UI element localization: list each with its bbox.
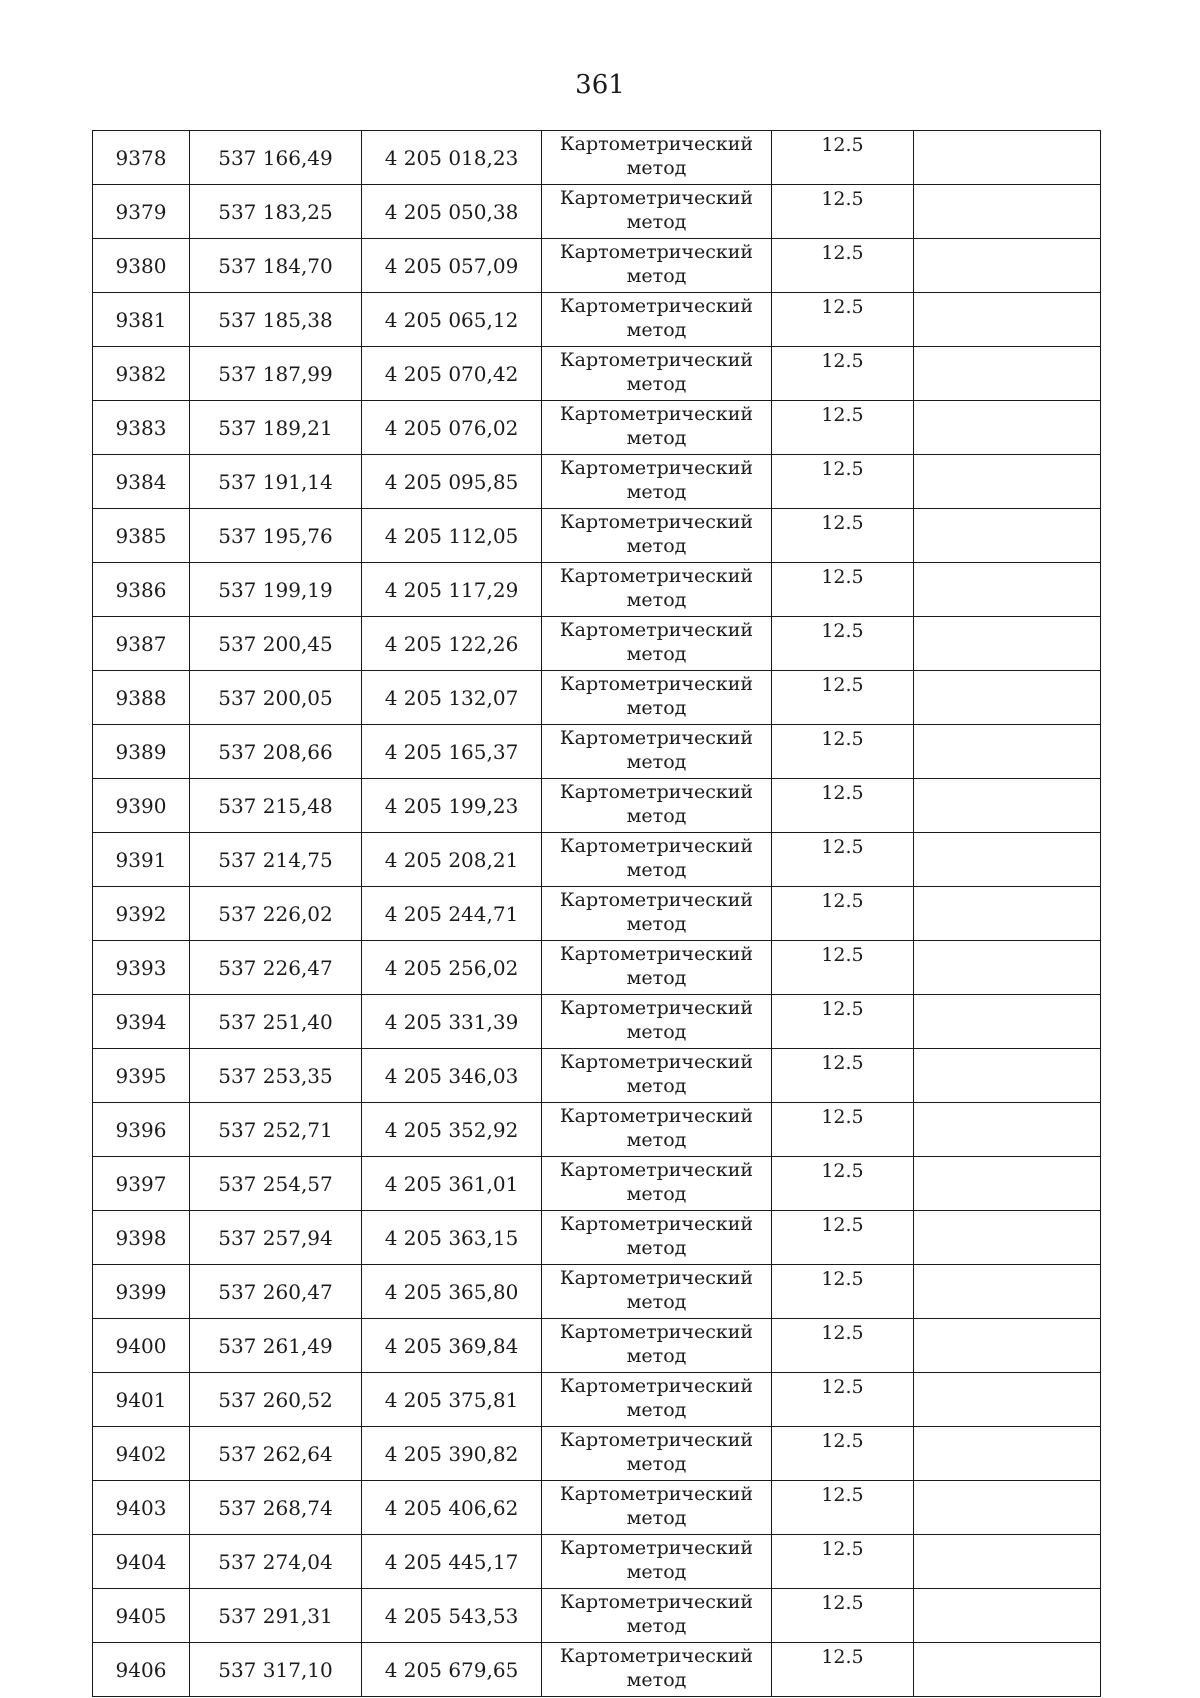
x-coordinate-cell: 537 291,31 xyxy=(190,1589,362,1643)
method-cell xyxy=(542,131,772,185)
note-cell xyxy=(914,509,1101,563)
method-line2: метод xyxy=(626,1021,687,1043)
accuracy-cell: 12.5 xyxy=(772,347,914,401)
method-cell xyxy=(542,509,772,563)
y-coordinate-cell: 4 205 050,38 xyxy=(362,185,542,239)
method-cell xyxy=(542,1049,772,1103)
point-number-cell: 9403 xyxy=(93,1481,190,1535)
method-line2: метод xyxy=(626,1129,687,1151)
point-number-cell: 9388 xyxy=(93,671,190,725)
x-coordinate-cell: 537 257,94 xyxy=(190,1211,362,1265)
method-cell xyxy=(542,455,772,509)
method-line2: метод xyxy=(626,211,687,233)
x-coordinate-cell: 537 189,21 xyxy=(190,401,362,455)
method-line1: Картометрический xyxy=(559,1105,754,1127)
x-coordinate-cell: 537 187,99 xyxy=(190,347,362,401)
accuracy-cell: 12.5 xyxy=(772,617,914,671)
accuracy-cell: 12.5 xyxy=(772,779,914,833)
y-coordinate-cell: 4 205 390,82 xyxy=(362,1427,542,1481)
note-cell xyxy=(914,1211,1101,1265)
y-coordinate-cell: 4 205 018,23 xyxy=(362,131,542,185)
table-row xyxy=(93,1589,1101,1643)
x-coordinate-cell: 537 262,64 xyxy=(190,1427,362,1481)
accuracy-cell: 12.5 xyxy=(772,131,914,185)
note-cell xyxy=(914,833,1101,887)
point-number-cell: 9406 xyxy=(93,1643,190,1697)
table-row xyxy=(93,1481,1101,1535)
method-line2: метод xyxy=(626,1669,687,1691)
point-number-cell: 9389 xyxy=(93,725,190,779)
method-cell xyxy=(542,293,772,347)
note-cell xyxy=(914,239,1101,293)
table-row xyxy=(93,455,1101,509)
note-cell xyxy=(914,1481,1101,1535)
accuracy-cell: 12.5 xyxy=(772,671,914,725)
table-row xyxy=(93,131,1101,185)
point-number-cell: 9401 xyxy=(93,1373,190,1427)
x-coordinate-cell: 537 199,19 xyxy=(190,563,362,617)
accuracy-cell: 12.5 xyxy=(772,1589,914,1643)
accuracy-cell: 12.5 xyxy=(772,995,914,1049)
method-line2: метод xyxy=(626,1615,687,1637)
point-number-cell: 9390 xyxy=(93,779,190,833)
coordinates-table-body xyxy=(93,131,1101,1697)
x-coordinate-cell: 537 251,40 xyxy=(190,995,362,1049)
note-cell xyxy=(914,455,1101,509)
accuracy-cell: 12.5 xyxy=(772,401,914,455)
x-coordinate-cell: 537 317,10 xyxy=(190,1643,362,1697)
point-number-cell: 9380 xyxy=(93,239,190,293)
method-cell xyxy=(542,941,772,995)
method-line2: метод xyxy=(626,157,687,179)
method-line2: метод xyxy=(626,1291,687,1313)
y-coordinate-cell: 4 205 445,17 xyxy=(362,1535,542,1589)
method-line2: метод xyxy=(626,373,687,395)
x-coordinate-cell: 537 191,14 xyxy=(190,455,362,509)
note-cell xyxy=(914,671,1101,725)
accuracy-cell: 12.5 xyxy=(772,887,914,941)
accuracy-cell: 12.5 xyxy=(772,1427,914,1481)
table-row xyxy=(93,671,1101,725)
method-line2: метод xyxy=(626,643,687,665)
x-coordinate-cell: 537 185,38 xyxy=(190,293,362,347)
x-coordinate-cell: 537 261,49 xyxy=(190,1319,362,1373)
method-cell xyxy=(542,671,772,725)
accuracy-cell: 12.5 xyxy=(772,1157,914,1211)
method-cell xyxy=(542,347,772,401)
x-coordinate-cell: 537 184,70 xyxy=(190,239,362,293)
x-coordinate-cell: 537 253,35 xyxy=(190,1049,362,1103)
method-line2: метод xyxy=(626,481,687,503)
method-line1: Картометрический xyxy=(559,1051,754,1073)
table-row xyxy=(93,1211,1101,1265)
method-cell xyxy=(542,779,772,833)
y-coordinate-cell: 4 205 331,39 xyxy=(362,995,542,1049)
accuracy-cell: 12.5 xyxy=(772,1643,914,1697)
y-coordinate-cell: 4 205 543,53 xyxy=(362,1589,542,1643)
note-cell xyxy=(914,1373,1101,1427)
table-row xyxy=(93,347,1101,401)
y-coordinate-cell: 4 205 256,02 xyxy=(362,941,542,995)
page-number: 361 xyxy=(575,70,625,100)
method-cell xyxy=(542,1427,772,1481)
note-cell xyxy=(914,617,1101,671)
method-cell xyxy=(542,401,772,455)
table-row xyxy=(93,1157,1101,1211)
y-coordinate-cell: 4 205 244,71 xyxy=(362,887,542,941)
accuracy-cell: 12.5 xyxy=(772,725,914,779)
table-row xyxy=(93,941,1101,995)
accuracy-cell: 12.5 xyxy=(772,1103,914,1157)
method-line2: метод xyxy=(626,265,687,287)
x-coordinate-cell: 537 274,04 xyxy=(190,1535,362,1589)
x-coordinate-cell: 537 252,71 xyxy=(190,1103,362,1157)
y-coordinate-cell: 4 205 346,03 xyxy=(362,1049,542,1103)
method-cell xyxy=(542,725,772,779)
method-cell xyxy=(542,1319,772,1373)
note-cell xyxy=(914,401,1101,455)
point-number-cell: 9404 xyxy=(93,1535,190,1589)
point-number-cell: 9397 xyxy=(93,1157,190,1211)
method-cell xyxy=(542,239,772,293)
method-line2: метод xyxy=(626,1075,687,1097)
x-coordinate-cell: 537 260,52 xyxy=(190,1373,362,1427)
method-cell xyxy=(542,887,772,941)
method-line1: Картометрический xyxy=(559,295,754,317)
table-row xyxy=(93,185,1101,239)
point-number-cell: 9402 xyxy=(93,1427,190,1481)
point-number-cell: 9405 xyxy=(93,1589,190,1643)
note-cell xyxy=(914,1049,1101,1103)
y-coordinate-cell: 4 205 112,05 xyxy=(362,509,542,563)
y-coordinate-cell: 4 205 369,84 xyxy=(362,1319,542,1373)
table-row xyxy=(93,833,1101,887)
method-cell xyxy=(542,617,772,671)
method-line1: Картометрический xyxy=(559,349,754,371)
table-row xyxy=(93,1427,1101,1481)
method-cell xyxy=(542,1157,772,1211)
method-line2: метод xyxy=(626,1507,687,1529)
y-coordinate-cell: 4 205 199,23 xyxy=(362,779,542,833)
y-coordinate-cell: 4 205 076,02 xyxy=(362,401,542,455)
x-coordinate-cell: 537 214,75 xyxy=(190,833,362,887)
method-line2: метод xyxy=(626,319,687,341)
point-number-cell: 9391 xyxy=(93,833,190,887)
y-coordinate-cell: 4 205 363,15 xyxy=(362,1211,542,1265)
method-line2: метод xyxy=(626,1453,687,1475)
table-row xyxy=(93,1643,1101,1697)
note-cell xyxy=(914,293,1101,347)
y-coordinate-cell: 4 205 375,81 xyxy=(362,1373,542,1427)
method-line1: Картометрический xyxy=(559,241,754,263)
x-coordinate-cell: 537 200,05 xyxy=(190,671,362,725)
table-row xyxy=(93,779,1101,833)
method-line1: Картометрический xyxy=(559,403,754,425)
point-number-cell: 9398 xyxy=(93,1211,190,1265)
point-number-cell: 9383 xyxy=(93,401,190,455)
x-coordinate-cell: 537 208,66 xyxy=(190,725,362,779)
x-coordinate-cell: 537 200,45 xyxy=(190,617,362,671)
method-line1: Картометрический xyxy=(559,1213,754,1235)
table-row xyxy=(93,239,1101,293)
point-number-cell: 9382 xyxy=(93,347,190,401)
note-cell xyxy=(914,995,1101,1049)
method-line2: метод xyxy=(626,859,687,881)
y-coordinate-cell: 4 205 057,09 xyxy=(362,239,542,293)
note-cell xyxy=(914,1103,1101,1157)
x-coordinate-cell: 537 254,57 xyxy=(190,1157,362,1211)
note-cell xyxy=(914,1157,1101,1211)
method-line1: Картометрический xyxy=(559,1537,754,1559)
point-number-cell: 9400 xyxy=(93,1319,190,1373)
y-coordinate-cell: 4 205 070,42 xyxy=(362,347,542,401)
coordinates-table xyxy=(92,130,1101,1697)
y-coordinate-cell: 4 205 406,62 xyxy=(362,1481,542,1535)
method-line1: Картометрический xyxy=(559,133,754,155)
y-coordinate-cell: 4 205 679,65 xyxy=(362,1643,542,1697)
y-coordinate-cell: 4 205 122,26 xyxy=(362,617,542,671)
x-coordinate-cell: 537 183,25 xyxy=(190,185,362,239)
note-cell xyxy=(914,1535,1101,1589)
point-number-cell: 9381 xyxy=(93,293,190,347)
method-line2: метод xyxy=(626,751,687,773)
accuracy-cell: 12.5 xyxy=(772,941,914,995)
method-line1: Картометрический xyxy=(559,727,754,749)
point-number-cell: 9395 xyxy=(93,1049,190,1103)
method-line2: метод xyxy=(626,589,687,611)
method-line1: Картометрический xyxy=(559,835,754,857)
note-cell xyxy=(914,347,1101,401)
note-cell xyxy=(914,725,1101,779)
x-coordinate-cell: 537 226,02 xyxy=(190,887,362,941)
note-cell xyxy=(914,1589,1101,1643)
accuracy-cell: 12.5 xyxy=(772,1265,914,1319)
point-number-cell: 9386 xyxy=(93,563,190,617)
point-number-cell: 9384 xyxy=(93,455,190,509)
method-line2: метод xyxy=(626,805,687,827)
x-coordinate-cell: 537 195,76 xyxy=(190,509,362,563)
accuracy-cell: 12.5 xyxy=(772,1535,914,1589)
accuracy-cell: 12.5 xyxy=(772,563,914,617)
method-line1: Картометрический xyxy=(559,997,754,1019)
method-line1: Картометрический xyxy=(559,187,754,209)
method-line1: Картометрический xyxy=(559,1159,754,1181)
table-row xyxy=(93,617,1101,671)
method-cell xyxy=(542,185,772,239)
method-line1: Картометрический xyxy=(559,1591,754,1613)
y-coordinate-cell: 4 205 132,07 xyxy=(362,671,542,725)
table-row xyxy=(93,1535,1101,1589)
x-coordinate-cell: 537 166,49 xyxy=(190,131,362,185)
method-cell xyxy=(542,1211,772,1265)
y-coordinate-cell: 4 205 365,80 xyxy=(362,1265,542,1319)
table-row xyxy=(93,401,1101,455)
table-row xyxy=(93,1049,1101,1103)
point-number-cell: 9396 xyxy=(93,1103,190,1157)
table-row xyxy=(93,725,1101,779)
table-row xyxy=(93,887,1101,941)
point-number-cell: 9378 xyxy=(93,131,190,185)
method-line2: метод xyxy=(626,1237,687,1259)
method-line1: Картометрический xyxy=(559,1375,754,1397)
note-cell xyxy=(914,779,1101,833)
note-cell xyxy=(914,185,1101,239)
method-line1: Картометрический xyxy=(559,889,754,911)
method-cell xyxy=(542,1265,772,1319)
accuracy-cell: 12.5 xyxy=(772,1373,914,1427)
table-row xyxy=(93,1103,1101,1157)
y-coordinate-cell: 4 205 095,85 xyxy=(362,455,542,509)
point-number-cell: 9385 xyxy=(93,509,190,563)
method-line1: Картометрический xyxy=(559,1267,754,1289)
accuracy-cell: 12.5 xyxy=(772,1211,914,1265)
point-number-cell: 9394 xyxy=(93,995,190,1049)
method-cell xyxy=(542,1589,772,1643)
note-cell xyxy=(914,1265,1101,1319)
method-line1: Картометрический xyxy=(559,1483,754,1505)
table-row xyxy=(93,1265,1101,1319)
accuracy-cell: 12.5 xyxy=(772,293,914,347)
method-cell xyxy=(542,1481,772,1535)
table-row xyxy=(93,509,1101,563)
note-cell xyxy=(914,1319,1101,1373)
method-line2: метод xyxy=(626,535,687,557)
point-number-cell: 9399 xyxy=(93,1265,190,1319)
accuracy-cell: 12.5 xyxy=(772,1049,914,1103)
x-coordinate-cell: 537 226,47 xyxy=(190,941,362,995)
point-number-cell: 9387 xyxy=(93,617,190,671)
y-coordinate-cell: 4 205 361,01 xyxy=(362,1157,542,1211)
note-cell xyxy=(914,131,1101,185)
accuracy-cell: 12.5 xyxy=(772,455,914,509)
method-line1: Картометрический xyxy=(559,1645,754,1667)
method-line1: Картометрический xyxy=(559,1321,754,1343)
method-line2: метод xyxy=(626,697,687,719)
table-row xyxy=(93,1373,1101,1427)
method-cell xyxy=(542,1535,772,1589)
method-line1: Картометрический xyxy=(559,511,754,533)
method-line2: метод xyxy=(626,913,687,935)
y-coordinate-cell: 4 205 117,29 xyxy=(362,563,542,617)
method-line2: метод xyxy=(626,1561,687,1583)
method-line2: метод xyxy=(626,967,687,989)
accuracy-cell: 12.5 xyxy=(772,1481,914,1535)
accuracy-cell: 12.5 xyxy=(772,185,914,239)
method-line2: метод xyxy=(626,1399,687,1421)
table-row xyxy=(93,995,1101,1049)
method-line1: Картометрический xyxy=(559,619,754,641)
accuracy-cell: 12.5 xyxy=(772,833,914,887)
method-cell xyxy=(542,1373,772,1427)
y-coordinate-cell: 4 205 065,12 xyxy=(362,293,542,347)
note-cell xyxy=(914,941,1101,995)
method-line1: Картометрический xyxy=(559,565,754,587)
accuracy-cell: 12.5 xyxy=(772,509,914,563)
table-row xyxy=(93,563,1101,617)
note-cell xyxy=(914,1643,1101,1697)
note-cell xyxy=(914,887,1101,941)
accuracy-cell: 12.5 xyxy=(772,239,914,293)
method-cell xyxy=(542,1103,772,1157)
y-coordinate-cell: 4 205 208,21 xyxy=(362,833,542,887)
method-line1: Картометрический xyxy=(559,457,754,479)
note-cell xyxy=(914,1427,1101,1481)
method-line1: Картометрический xyxy=(559,1429,754,1451)
method-line2: метод xyxy=(626,1345,687,1367)
method-cell xyxy=(542,995,772,1049)
method-line2: метод xyxy=(626,427,687,449)
y-coordinate-cell: 4 205 352,92 xyxy=(362,1103,542,1157)
table-row xyxy=(93,293,1101,347)
x-coordinate-cell: 537 268,74 xyxy=(190,1481,362,1535)
method-cell xyxy=(542,1643,772,1697)
method-line1: Картометрический xyxy=(559,781,754,803)
method-line1: Картометрический xyxy=(559,673,754,695)
y-coordinate-cell: 4 205 165,37 xyxy=(362,725,542,779)
x-coordinate-cell: 537 260,47 xyxy=(190,1265,362,1319)
point-number-cell: 9392 xyxy=(93,887,190,941)
point-number-cell: 9379 xyxy=(93,185,190,239)
table-row xyxy=(93,1319,1101,1373)
x-coordinate-cell: 537 215,48 xyxy=(190,779,362,833)
note-cell xyxy=(914,563,1101,617)
method-line1: Картометрический xyxy=(559,943,754,965)
method-cell xyxy=(542,833,772,887)
point-number-cell: 9393 xyxy=(93,941,190,995)
accuracy-cell: 12.5 xyxy=(772,1319,914,1373)
method-line2: метод xyxy=(626,1183,687,1205)
method-cell xyxy=(542,563,772,617)
